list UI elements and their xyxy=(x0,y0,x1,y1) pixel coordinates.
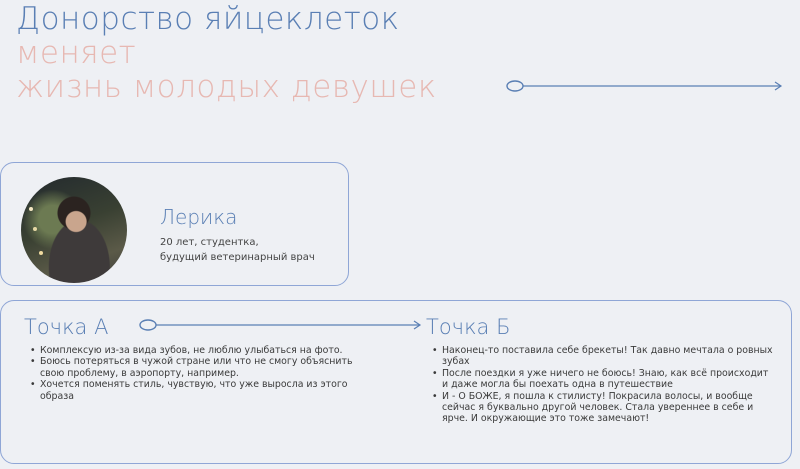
list-item: • Наконец-то поставила себе брекеты! Так давно мечтала о ровных зубах xyxy=(432,345,777,368)
point-arrow-icon xyxy=(138,318,423,332)
list-item: • Боюсь потеряться в чужой стране или что не смогу объяснить свою проблему, в аэропорту, например. xyxy=(30,356,370,379)
list-item: • После поездки я уже ничего не боюсь! Знаю, как всё происходит и даже могла бы поехать одна в путешествие xyxy=(432,368,777,391)
title-arrow-icon xyxy=(505,79,785,93)
bio-line-1: 20 лет, студентка, xyxy=(160,237,259,248)
avatar xyxy=(21,177,127,283)
profile-name: Лерика xyxy=(160,205,238,229)
bio-line-2: будущий ветеринарный врач xyxy=(160,252,315,263)
title-line-1: Донорство яйцеклеток xyxy=(16,1,400,37)
profile-bio xyxy=(160,235,340,265)
title-line-3: жизнь молодых девушек xyxy=(16,69,437,105)
title-line-2: меняет xyxy=(16,35,137,71)
point-b-title: Точка Б xyxy=(426,315,511,339)
point-b-list xyxy=(432,345,777,425)
list-item: • Комплексую из-за вида зубов, не люблю улыбаться на фото. xyxy=(30,345,370,356)
point-a-list xyxy=(30,345,370,402)
list-item: • Хочется поменять стиль, чувствую, что уже выросла из этого образа xyxy=(30,379,370,402)
point-a-title: Точка А xyxy=(24,315,109,339)
page-title xyxy=(16,2,437,104)
list-item: • И - О БОЖЕ, я пошла к стилисту! Покрасила волосы, и вообще сейчас я буквально другой человек. Стала увереннее в себе и ярче. И окружающие это тоже замечают! xyxy=(432,391,777,425)
